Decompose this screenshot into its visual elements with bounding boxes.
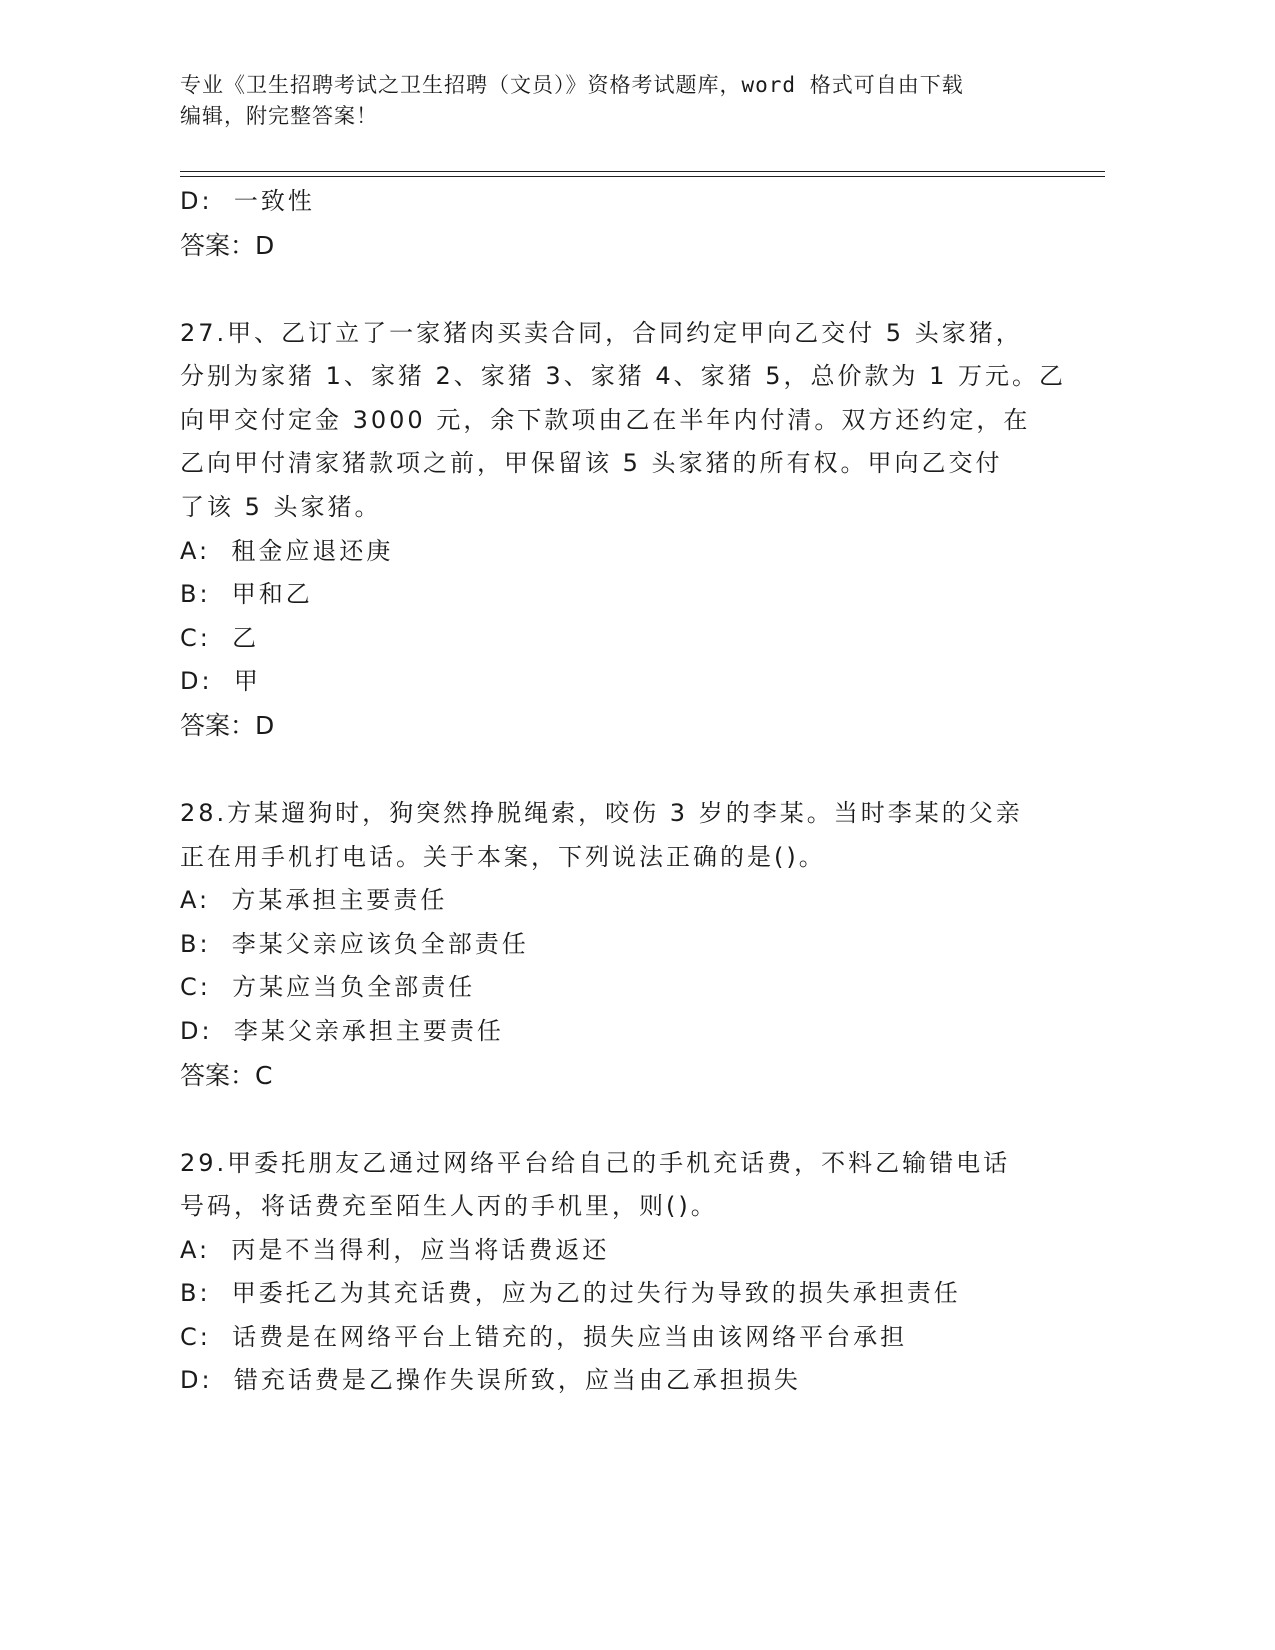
option-d: D: 甲 — [180, 667, 261, 696]
option-a: A: 租金应退还庚 — [180, 536, 394, 565]
header-divider-top — [180, 171, 1105, 172]
option-b: B: 李某父亲应该负全部责任 — [180, 929, 529, 958]
question-stem-line: 号码，将话费充至陌生人丙的手机里，则()。 — [180, 1192, 718, 1221]
option-d: D: 错充话费是乙操作失误所致，应当由乙承担损失 — [180, 1366, 801, 1395]
previous-question-tail — [180, 180, 1040, 268]
option-c: C: 方某应当负全部责任 — [180, 973, 476, 1002]
option-d: D: 一致性 — [180, 187, 315, 215]
header-line-2: 编辑，附完整答案！ — [180, 104, 378, 128]
question-27 — [180, 312, 1067, 748]
question-stem-line: 乙向甲付清家猪款项之前，甲保留该 5 头家猪的所有权。甲向乙交付 — [180, 449, 1003, 478]
answer-line: 答案：C — [180, 1060, 273, 1090]
question-stem-line: 正在用手机打电话。关于本案，下列说法正确的是()。 — [180, 842, 826, 871]
option-d: D: 李某父亲承担主要责任 — [180, 1016, 504, 1045]
question-stem-line: 分别为家猪 1、家猪 2、家猪 3、家猪 4、家猪 5，总价款为 1 万元。乙 — [180, 362, 1067, 391]
option-a: A: 丙是不当得利，应当将话费返还 — [180, 1235, 610, 1264]
option-c: C: 话费是在网络平台上错充的，损失应当由该网络平台承担 — [180, 1322, 908, 1351]
question-29 — [180, 1142, 1040, 1404]
option-c: C: 乙 — [180, 623, 260, 652]
question-stem-line: 29.甲委托朋友乙通过网络平台给自己的手机充话费，不料乙输错电话 — [180, 1148, 1011, 1177]
document-body — [180, 180, 1067, 1403]
question-stem-line: 向甲交付定金 3000 元，余下款项由乙在半年内付清。双方还约定，在 — [180, 405, 1031, 434]
option-a: A: 方某承担主要责任 — [180, 886, 448, 915]
header-line-1: 专业《卫生招聘考试之卫生招聘（文员）》资格考试题库，word 格式可自由下载 — [180, 73, 964, 97]
question-28 — [180, 792, 1040, 1098]
header-divider-bottom — [180, 176, 1105, 177]
option-b: B: 甲委托乙为其充话费，应为乙的过失行为导致的损失承担责任 — [180, 1279, 961, 1308]
question-stem-line: 27.甲、乙订立了一家猪肉买卖合同，合同约定甲向乙交付 5 头家猪， — [180, 318, 1023, 347]
answer-line: 答案：D — [180, 230, 275, 260]
question-stem-line: 了该 5 头家猪。 — [180, 492, 382, 521]
document-header — [180, 70, 1040, 132]
answer-line: 答案：D — [180, 710, 275, 740]
question-stem-line: 28.方某遛狗时，狗突然挣脱绳索，咬伤 3 岁的李某。当时李某的父亲 — [180, 798, 1023, 827]
option-b: B: 甲和乙 — [180, 580, 313, 609]
